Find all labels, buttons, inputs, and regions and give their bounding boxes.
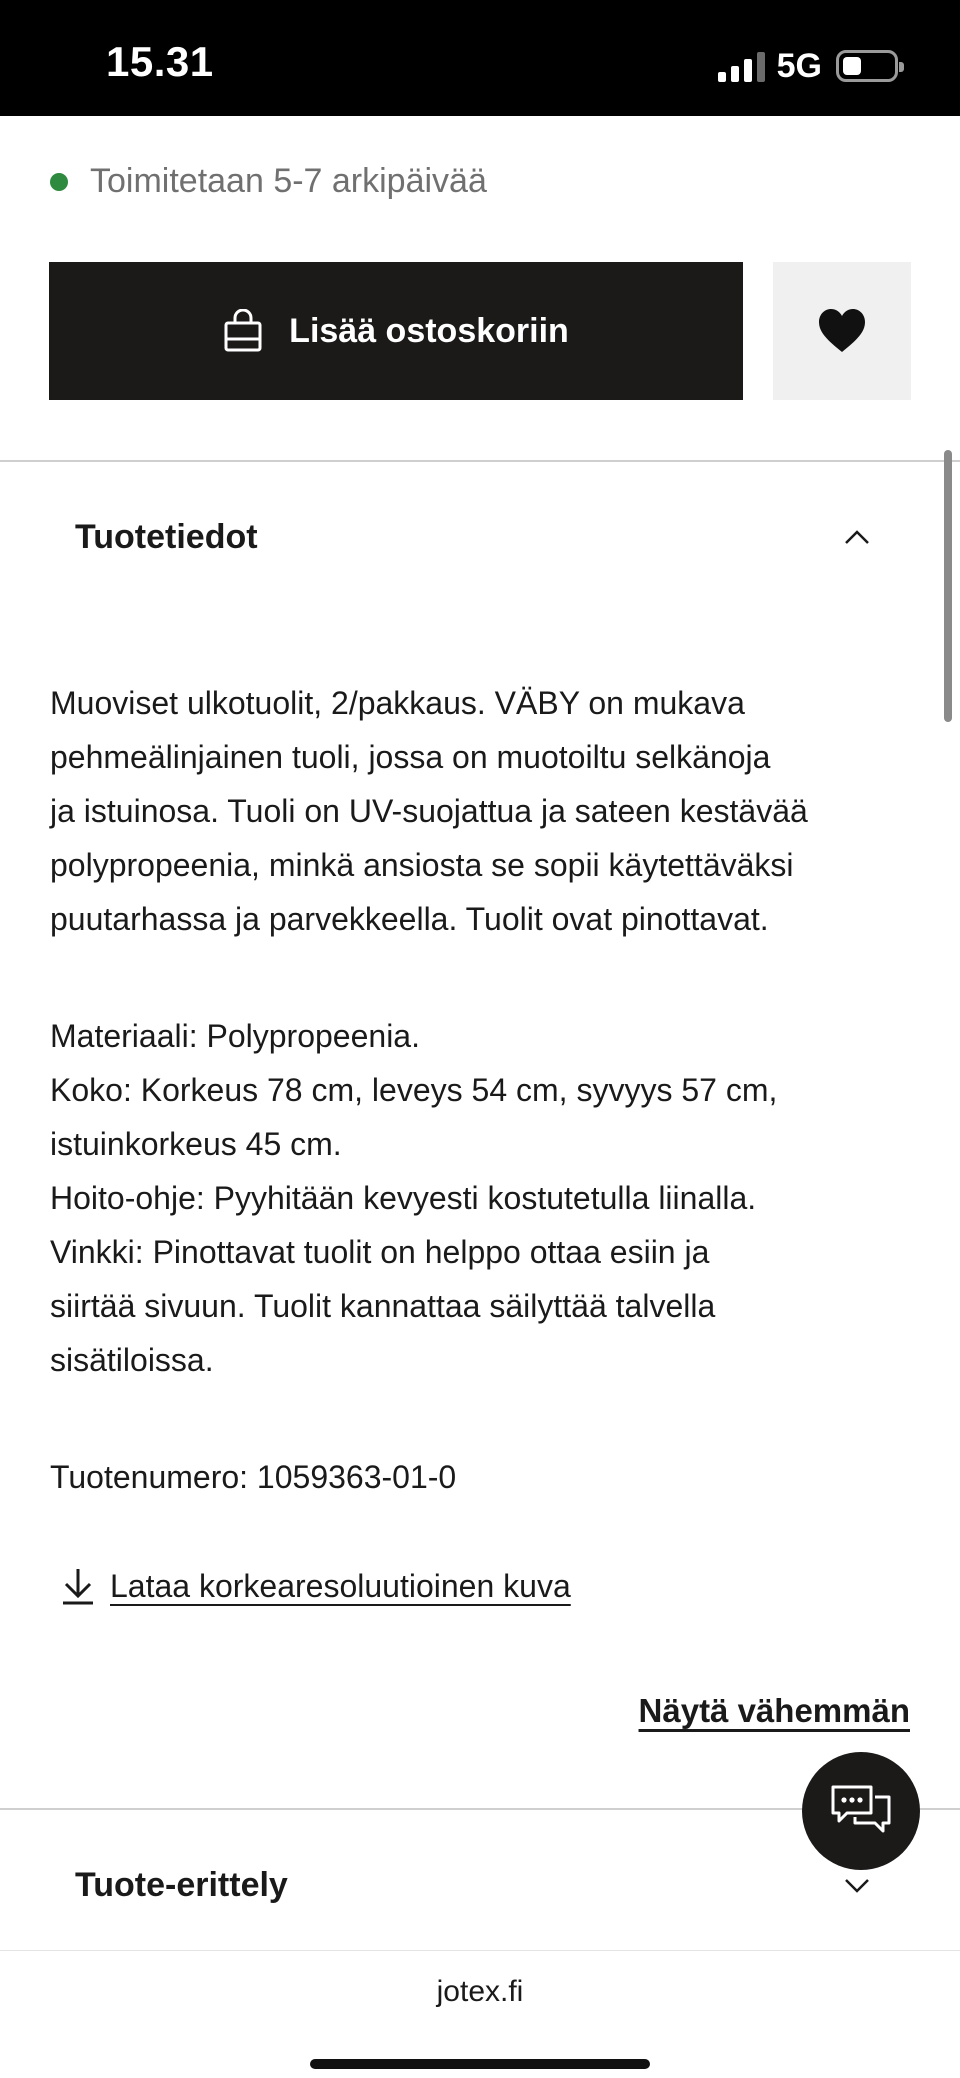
accordion-header-product-info[interactable]	[0, 478, 960, 598]
download-icon	[60, 1566, 96, 1606]
home-indicator[interactable]	[310, 2059, 650, 2069]
signal-icon	[718, 50, 765, 82]
delivery-info	[50, 162, 487, 201]
description-line: pehmeälinjainen tuoli, jossa on muotoiltu selkänoja	[50, 739, 771, 775]
add-to-cart-button[interactable]	[49, 262, 743, 400]
heart-icon	[817, 308, 867, 354]
description-line: ja istuinosa. Tuoli on UV-suojattua ja sateen kestävää	[50, 793, 808, 829]
description-line: Muoviset ulkotuolit, 2/pakkaus. VÄBY on mukava	[50, 685, 745, 721]
network-label: 5G	[776, 46, 822, 85]
chat-button[interactable]	[802, 1752, 920, 1870]
detail-line: Materiaali: Polypropeenia.	[50, 1018, 420, 1054]
url-label[interactable]: jotex.fi	[436, 1975, 524, 2008]
download-label: Lataa korkearesoluutioinen kuva	[110, 1567, 571, 1604]
chevron-up-icon	[842, 527, 872, 547]
section-title: Tuote-erittely	[75, 1866, 288, 1904]
availability-dot-icon	[50, 173, 68, 191]
detail-line: Hoito-ohje: Pyyhitään kevyesti kostutetulla liinalla.	[50, 1180, 757, 1216]
browser-bottom-bar	[0, 1950, 960, 2078]
detail-line: sisätiloissa.	[50, 1342, 214, 1378]
description-line: polypropeenia, minkä ansiosta se sopii käytettäväksi	[50, 847, 794, 883]
description-line: puutarhassa ja parvekkeella. Tuolit ovat pinottavat.	[50, 901, 769, 937]
section-title: Tuotetiedot	[75, 518, 258, 556]
status-bar	[0, 0, 960, 116]
add-to-cart-label: Lisää ostoskoriin	[289, 311, 569, 350]
show-less-link[interactable]: Näytä vähemmän	[638, 1692, 910, 1729]
battery-icon	[836, 50, 898, 82]
detail-line: Koko: Korkeus 78 cm, leveys 54 cm, syvyys 57 cm,	[50, 1072, 778, 1108]
status-time: 15.31	[106, 38, 214, 85]
section-divider	[0, 460, 960, 462]
status-indicators	[718, 46, 898, 86]
detail-line: siirtää sivuun. Tuolit kannattaa säilyttää talvella	[50, 1288, 716, 1324]
shopping-bag-icon	[223, 309, 263, 353]
product-description	[50, 676, 920, 1504]
detail-line: Vinkki: Pinottavat tuolit on helppo ottaa esiin ja	[50, 1234, 710, 1270]
wishlist-button[interactable]	[773, 262, 911, 400]
detail-line: istuinkorkeus 45 cm.	[50, 1126, 342, 1162]
delivery-text: Toimitetaan 5-7 arkipäivää	[90, 162, 487, 200]
product-number: Tuotenumero: 1059363-01-0	[50, 1459, 457, 1495]
chat-bubbles-icon	[829, 1783, 893, 1839]
download-image-link[interactable]	[60, 1566, 571, 1606]
chevron-down-icon	[842, 1876, 872, 1896]
